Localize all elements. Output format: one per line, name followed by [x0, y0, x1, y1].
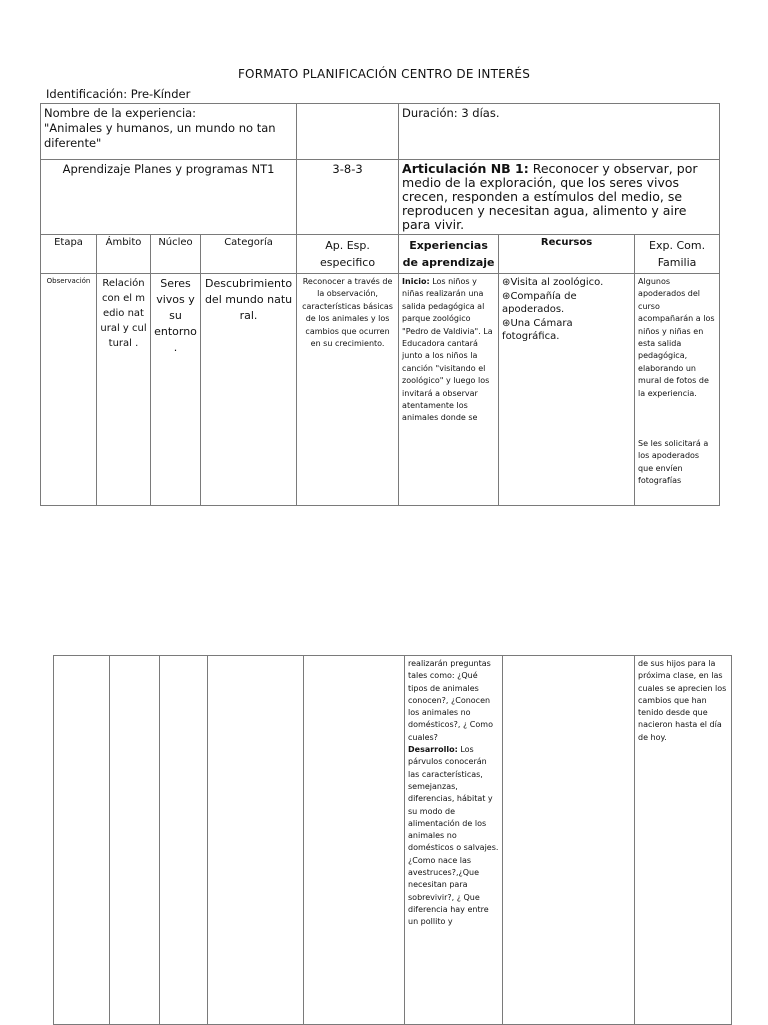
experience-name-value: "Animales y humanos, un mundo no tan diferente"	[44, 121, 276, 150]
cell-ap-esp: Reconocer a través de la observación, características básicas de los animales y los cambios que ocurren en su crecimiento.	[297, 274, 399, 506]
cont-cell-ap-esp	[304, 656, 405, 1025]
experience-name-cell	[41, 104, 297, 160]
header-experiencias: Experiencias de aprendizaje	[399, 235, 499, 274]
header-categoria: Categoría	[201, 235, 297, 274]
bullet-icon: ⊛	[502, 291, 511, 302]
planning-table-continuation	[53, 655, 732, 1025]
articulacion-label: Articulación NB 1:	[402, 161, 529, 176]
document-title: FORMATO PLANIFICACIÓN CENTRO DE INTERÉS	[237, 67, 531, 81]
inicio-text: Los niños y niñas realizarán una salida pedagógica al parque zoológico "Pedro de Valdivia". La Educadora cantará junto a los niños la canción "visitando el zoológico" y luego los invitará a observar atentamente los animales donde se	[402, 277, 493, 423]
header-nucleo: Núcleo	[151, 235, 201, 274]
header-etapa: Etapa	[41, 235, 97, 274]
bullet-icon: ⊛	[502, 277, 511, 288]
header-ap-esp: Ap. Esp. especifico	[297, 235, 399, 274]
cell-etapa: Observación	[41, 274, 97, 506]
cell-nucleo: Seres vivos y su entorno .	[151, 274, 201, 506]
planning-table	[40, 103, 720, 506]
cont-cell-etapa	[54, 656, 110, 1025]
cell-categoria: Descubrimiento del mundo natural.	[201, 274, 297, 506]
header-ambito: Ámbito	[97, 235, 151, 274]
aprendizaje-cell	[41, 160, 297, 235]
cont-cell-familia: de sus hijos para la próxima clase, en las cuales se aprecien los cambios que han tenido desde que nacieron hasta el día de hoy.	[635, 656, 732, 1025]
cell-ambito: Relación con el medio natural y cultural .	[97, 274, 151, 506]
header-exp-com: Exp. Com. Familia	[635, 235, 720, 274]
resource-item: ⊛Compañía de apoderados.	[502, 291, 577, 315]
familia-text-2: Se les solicitará a los apoderados que envíen fotografías	[638, 439, 709, 486]
cell-recursos	[499, 274, 635, 506]
aprendizaje-label: Aprendizaje Planes y programas NT1	[62, 162, 275, 176]
desarrollo-label: Desarrollo:	[408, 745, 458, 755]
cell-familia	[635, 274, 720, 506]
cont-exp-text: realizarán preguntas tales como: ¿Qué tipos de animales conocen?, ¿Conocen los animales no domésticos?, ¿ Como cuales?	[408, 659, 493, 742]
aprendizaje-code: 3-8-3	[332, 162, 363, 176]
articulacion-cell	[399, 160, 720, 235]
resource-item: ⊛Una Cámara fotográfica.	[502, 318, 573, 342]
cont-cell-experiencias	[405, 656, 503, 1025]
duration-cell	[399, 104, 720, 160]
experience-name-label: Nombre de la experiencia:	[44, 106, 197, 120]
familia-text-1: Algunos apoderados del curso acompañarán a los niños y niñas en esta salida pedagógica, elaborando un mural de fotos de la experiencia.	[638, 277, 715, 398]
bullet-icon: ⊛	[502, 318, 511, 329]
duration-value: Duración: 3 días.	[402, 106, 500, 120]
cont-cell-categoria	[208, 656, 304, 1025]
articulacion-text: Reconocer y observar, por medio de la exploración, que los seres vivos crecen, responden a estímulos del medio, se reproducen y necesitan agua, alimento y aire para vivir.	[402, 161, 698, 232]
cont-cell-ambito	[110, 656, 160, 1025]
desarrollo-text: Los párvulos conocerán las características, semejanzas, diferencias, hábitat y su modo de alimentación de los animales no domésticos o salvajes. ¿Como nace las avestruces?,¿Que necesitan para sobrevivir?, ¿ Que diferencia hay entre un pollito y	[408, 745, 499, 927]
cell-experiencias	[399, 274, 499, 506]
inicio-label: Inicio:	[402, 277, 430, 286]
empty-cell	[297, 104, 399, 160]
resource-item: ⊛Visita al zoológico.	[502, 277, 604, 288]
header-recursos: Recursos	[499, 235, 635, 274]
code-cell	[297, 160, 399, 235]
identification-label: Identificación: Pre-Kínder	[46, 87, 191, 101]
cont-cell-recursos	[503, 656, 635, 1025]
cont-cell-nucleo	[160, 656, 208, 1025]
